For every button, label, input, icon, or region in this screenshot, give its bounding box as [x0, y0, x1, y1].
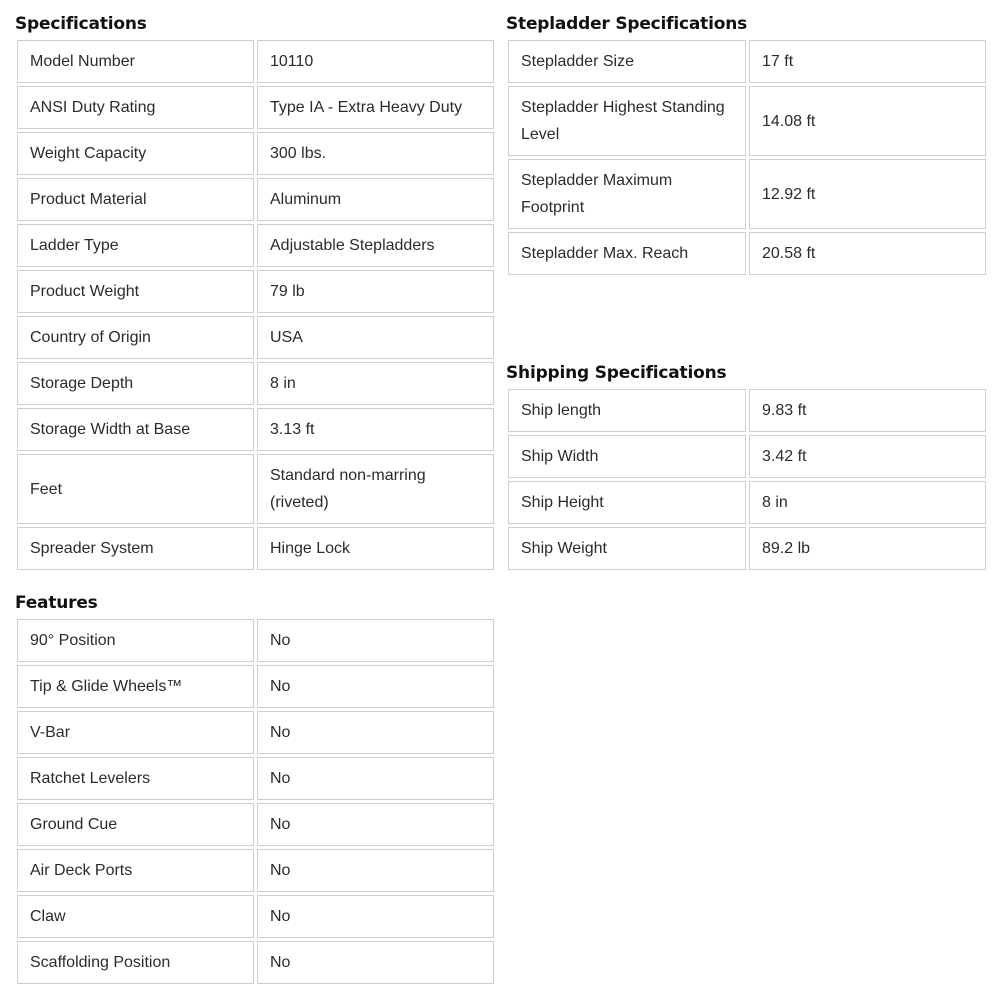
table-row — [17, 895, 494, 938]
specifications-table — [14, 37, 497, 573]
spec-value-storage-depth: 8 in — [257, 362, 494, 405]
spec-label-weight-capacity: Weight Capacity — [17, 132, 254, 175]
shipping-specifications-section — [506, 360, 989, 573]
table-row — [17, 941, 494, 984]
spec-value-weight-capacity: 300 lbs. — [257, 132, 494, 175]
feature-value-air-deck-ports: No — [257, 849, 494, 892]
spec-label-product-weight: Product Weight — [17, 270, 254, 313]
spec-label-spreader-system: Spreader System — [17, 527, 254, 570]
shipping-specifications-table — [505, 386, 989, 573]
table-row — [17, 665, 494, 708]
shipping-value-width: 3.42 ft — [749, 435, 986, 478]
table-row — [508, 232, 986, 275]
spec-value-model-number: 10110 — [257, 40, 494, 83]
table-row — [17, 619, 494, 662]
shipping-label-length: Ship length — [508, 389, 746, 432]
feature-value-scaffolding-position: No — [257, 941, 494, 984]
features-table — [14, 616, 497, 987]
feature-label-tip-glide-wheels: Tip & Glide Wheels™ — [17, 665, 254, 708]
stepladder-specifications-title: Stepladder Specifications — [506, 14, 748, 34]
feature-value-tip-glide-wheels: No — [257, 665, 494, 708]
shipping-value-length: 9.83 ft — [749, 389, 986, 432]
spec-label-country-of-origin: Country of Origin — [17, 316, 254, 359]
spec-value-storage-width: 3.13 ft — [257, 408, 494, 451]
feature-label-v-bar: V-Bar — [17, 711, 254, 754]
table-row — [508, 435, 986, 478]
shipping-specifications-title: Shipping Specifications — [506, 363, 727, 383]
features-title: Features — [15, 593, 98, 613]
feature-label-air-deck-ports: Air Deck Ports — [17, 849, 254, 892]
table-row — [508, 86, 986, 156]
table-row — [508, 40, 986, 83]
shipping-label-height: Ship Height — [508, 481, 746, 524]
stepladder-label-maximum-footprint: Stepladder Maximum Footprint — [508, 159, 746, 229]
table-row — [17, 362, 494, 405]
spec-label-product-material: Product Material — [17, 178, 254, 221]
table-row — [17, 178, 494, 221]
spec-label-ansi-duty-rating: ANSI Duty Rating — [17, 86, 254, 129]
spec-label-feet: Feet — [17, 454, 254, 524]
feature-label-scaffolding-position: Scaffolding Position — [17, 941, 254, 984]
specifications-section — [15, 11, 497, 573]
table-row — [17, 86, 494, 129]
feature-value-claw: No — [257, 895, 494, 938]
stepladder-value-max-reach: 20.58 ft — [749, 232, 986, 275]
features-section — [15, 590, 497, 987]
stepladder-label-max-reach: Stepladder Max. Reach — [508, 232, 746, 275]
table-row — [17, 270, 494, 313]
table-row — [17, 40, 494, 83]
feature-label-ground-cue: Ground Cue — [17, 803, 254, 846]
feature-label-90-position: 90° Position — [17, 619, 254, 662]
shipping-value-weight: 89.2 lb — [749, 527, 986, 570]
shipping-label-width: Ship Width — [508, 435, 746, 478]
spec-value-product-weight: 79 lb — [257, 270, 494, 313]
stepladder-label-highest-standing-level: Stepladder Highest Standing Level — [508, 86, 746, 156]
table-row — [17, 408, 494, 451]
table-row — [17, 849, 494, 892]
specifications-title: Specifications — [15, 14, 147, 34]
table-row — [17, 316, 494, 359]
feature-value-v-bar: No — [257, 711, 494, 754]
spec-value-country-of-origin: USA — [257, 316, 494, 359]
spec-value-ansi-duty-rating: Type IA - Extra Heavy Duty — [257, 86, 494, 129]
table-row — [17, 757, 494, 800]
table-row — [17, 454, 494, 524]
feature-value-ratchet-levelers: No — [257, 757, 494, 800]
table-row — [17, 711, 494, 754]
stepladder-value-highest-standing-level: 14.08 ft — [749, 86, 986, 156]
table-row — [17, 224, 494, 267]
table-row — [508, 159, 986, 229]
shipping-value-height: 8 in — [749, 481, 986, 524]
table-row — [508, 527, 986, 570]
stepladder-label-size: Stepladder Size — [508, 40, 746, 83]
feature-label-ratchet-levelers: Ratchet Levelers — [17, 757, 254, 800]
table-row — [17, 527, 494, 570]
spec-value-feet: Standard non-marring (riveted) — [257, 454, 494, 524]
feature-value-ground-cue: No — [257, 803, 494, 846]
spec-label-model-number: Model Number — [17, 40, 254, 83]
table-row — [508, 481, 986, 524]
table-row — [17, 803, 494, 846]
table-row — [508, 389, 986, 432]
stepladder-value-maximum-footprint: 12.92 ft — [749, 159, 986, 229]
shipping-label-weight: Ship Weight — [508, 527, 746, 570]
spec-value-ladder-type: Adjustable Stepladders — [257, 224, 494, 267]
spec-value-spreader-system: Hinge Lock — [257, 527, 494, 570]
feature-label-claw: Claw — [17, 895, 254, 938]
stepladder-specifications-section — [506, 11, 989, 278]
stepladder-value-size: 17 ft — [749, 40, 986, 83]
spec-label-ladder-type: Ladder Type — [17, 224, 254, 267]
stepladder-specifications-table — [505, 37, 989, 278]
table-row — [17, 132, 494, 175]
spec-label-storage-width: Storage Width at Base — [17, 408, 254, 451]
spec-label-storage-depth: Storage Depth — [17, 362, 254, 405]
spec-value-product-material: Aluminum — [257, 178, 494, 221]
feature-value-90-position: No — [257, 619, 494, 662]
